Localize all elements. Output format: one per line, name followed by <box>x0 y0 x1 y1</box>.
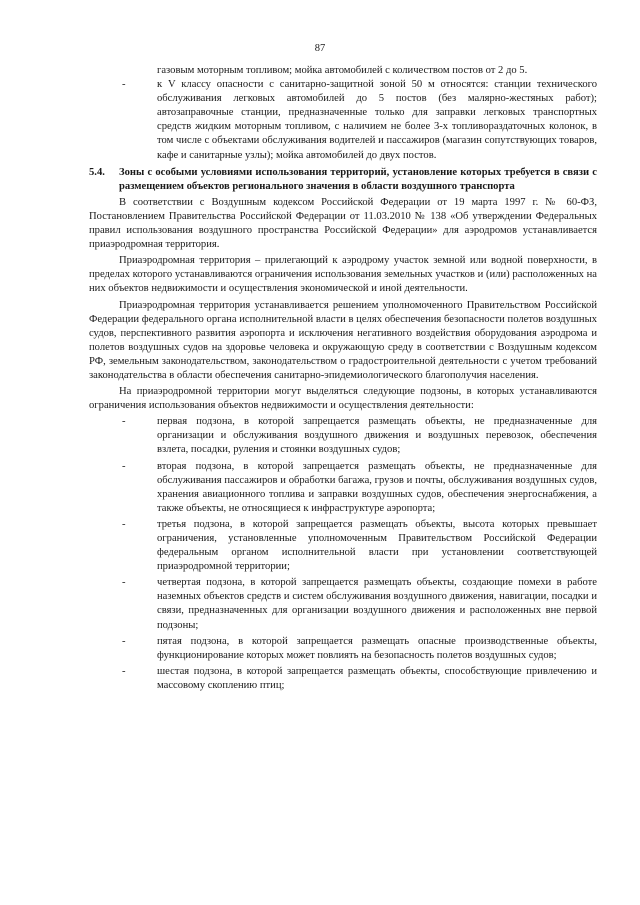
list-dash: - <box>122 416 126 428</box>
list-item <box>89 635 597 663</box>
list-item-text: четвертая подзона, в которой запрещается размещать объекты, создающие помехи в работе наземных объектов средств и систем обслуживания воздушного движения, навигации, посадки и связи, предназначенных для организации воздушного движения и расположенных вне первой подзоны; <box>157 577 597 631</box>
page-number: 87 <box>314 43 326 54</box>
subzone-list <box>89 415 597 693</box>
list-item-text: шестая подзона, в которой запрещается размещать объекты, способствующие привлечению и массовому скоплению птиц; <box>157 665 597 691</box>
list-item-text: к V классу опасности с санитарно-защитной зоной 50 м относятся: станции технического обслуживания легковых автомобилей до 5 постов (без малярно-жестяных работ); автозаправочные станции, предназначенные только для заправки легковых транспортных средств жидким моторным топливом, с наличием не более 3-х топливораздаточных колонок, в том числе с объектами обслуживания водителей и пассажиров (магазин сопутствующих товаров, кафе и санитарные узлы); мойка автомобилей до двух постов. <box>157 79 597 161</box>
list-item <box>89 415 597 457</box>
list-item <box>89 518 597 574</box>
list-item-text: пятая подзона, в которой запрещается размещать опасные производственные объекты, функционирование которых может повлиять на безопасность полетов воздушных судов; <box>157 635 597 661</box>
section-number: 5.4. <box>89 166 105 178</box>
list-dash: - <box>122 635 126 647</box>
list-item <box>89 460 597 516</box>
list-dash: - <box>122 577 126 589</box>
list-item <box>89 576 597 632</box>
list-item-text: третья подзона, в которой запрещается размещать объекты, высота которых превышает ограничения, установленные уполномоченным Правительством Российской Федерации федеральным органом исполнительной власти при установлении соответствующей приаэродромной территории; <box>157 518 597 573</box>
list-dash: - <box>122 79 126 91</box>
list-item-text: вторая подзона, в которой запрещается размещать объекты, не предназначенные для обслуживания пассажиров и обработки багажа, грузов и почты, обслуживания воздушных судов, хранения авиационного топлива и заправки воздушных судов, обеспечения энергоснабжения, а также объекты, не относящиеся к инфраструктуре аэропорта; <box>157 460 597 514</box>
list-item <box>89 78 597 163</box>
list-dash: - <box>122 518 126 530</box>
paragraph: Приаэродромная территория устанавливается решением уполномоченного Правительством Российской Федерации федерального органа исполнительной власти в целях обеспечения безопасности полетов воздушных судов, перспективного развития аэропорта и исключения негативного воздействия оборудования аэродрома и полетов воздушных судов на здоровье человека и окружающую среду в соответствии с Воздушным кодексом РФ, земельным законодательством, законодательством о градостроительной деятельности с учетом требований законодательства в области обеспечения санитарно-эпидемиологического благополучия населения. <box>89 299 597 381</box>
paragraph: На приаэродромной территории могут выделяться следующие подзоны, в которых устанавливаются ограничения использования объектов недвижимости и осуществления деятельности: <box>89 386 597 412</box>
paragraph: В соответствии с Воздушным кодексом Российской Федерации от 19 марта 1997 г. № 60-ФЗ, Постановлением Правительства Российской Федерации от 11.03.2010 № 138 «Об утверждении Федеральных правил использования воздушного пространства Российской Федерации» для аэродромов устанавливается приаэродромная территория. <box>89 196 597 251</box>
list-item <box>89 665 597 693</box>
continuation-text: газовым моторным топливом; мойка автомобилей с количеством постов от 2 до 5. <box>157 65 528 76</box>
section-heading <box>89 166 597 194</box>
list-item-text: первая подзона, в которой запрещается размещать объекты, не предназначенные для организации и обслуживания воздушного движения и воздушных перевозок, обеспечения взлета, посадки, руления и стоянки воздушных судов; <box>157 416 597 456</box>
section-title: Зоны с особыми условиями использования территорий, установление которых требуется в связи с размещением объектов регионального значения в области воздушного транспорта <box>119 166 597 192</box>
paragraph: Приаэродромная территория – прилегающий к аэродрому участок земной или водной поверхности, в пределах которого устанавливаются ограничения использования земельных участков и (или) расположенных на них объектов недвижимости и осуществления экономической и иной деятельности. <box>89 255 597 295</box>
page-content <box>89 64 597 695</box>
list-dash: - <box>122 665 126 677</box>
list-dash: - <box>122 460 126 472</box>
